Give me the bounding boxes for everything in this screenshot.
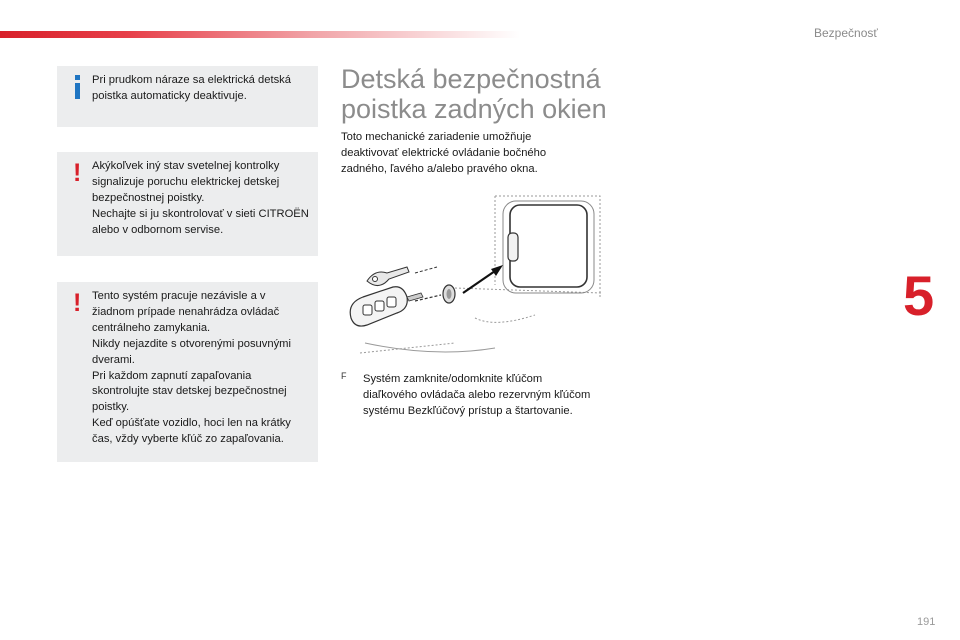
info-icon [73, 75, 82, 99]
note-line: Tento systém pracuje nezávisle a v žiadnom prípade nenahrádza ovládač centrálneho zamykania. [92, 290, 280, 334]
info-note-box [57, 66, 318, 127]
instruction-bullet [341, 371, 591, 419]
intro-paragraph: Toto mechanické zariadenie umožňuje deaktivovať elektrické ovládanie bočného zadného, ľavého a/alebo pravého okna. [341, 131, 547, 175]
warning-exclamation-icon: ! [73, 289, 82, 317]
chapter-number: 5 [903, 264, 935, 327]
warning-note-box [57, 282, 318, 462]
page-number: 191 [917, 616, 936, 628]
note-line: Pri prudkom náraze sa elektrická detská poistka automaticky deaktivuje. [92, 74, 291, 102]
warning-exclamation-icon: ! [73, 159, 82, 187]
bullet-marker: F [341, 371, 347, 381]
warning-note-box [57, 152, 318, 256]
bullet-text: Systém zamknite/odomknite kľúčom diaľkového ovládača alebo rezervným kľúčom systému Bezkľúčový prístup a štartovanie. [363, 373, 591, 417]
note-line: Keď opúšťate vozidlo, hoci len na krátky čas, vždy vyberte kľúč zo zapaľovania. [92, 417, 291, 446]
note-line: Nechajte si ju skontrolovať v sieti CITROËN alebo v odbornom servise. [92, 207, 309, 236]
warning-note-text [92, 289, 310, 448]
section-title: Bezpečnosť [814, 26, 878, 40]
note-line: Pri každom zapnutí zapaľovania skontrolujte stav detskej bezpečnostnej poistky. [92, 369, 287, 414]
title-line: poistka zadných okien [341, 94, 607, 124]
header-accent-bar [0, 31, 520, 38]
note-line: Nikdy nejazdite s otvorenými posuvnými dverami. [92, 337, 291, 366]
key-lock-illustration [345, 193, 603, 361]
note-line: Akýkoľvek iný stav svetelnej kontrolky signalizuje poruchu elektrickej detskej bezpečnostnej poistky. [92, 160, 280, 204]
title-line: Detská bezpečnostná [341, 64, 601, 94]
warning-note-text [92, 159, 310, 239]
page-title [341, 64, 607, 124]
info-note-text [92, 73, 310, 105]
